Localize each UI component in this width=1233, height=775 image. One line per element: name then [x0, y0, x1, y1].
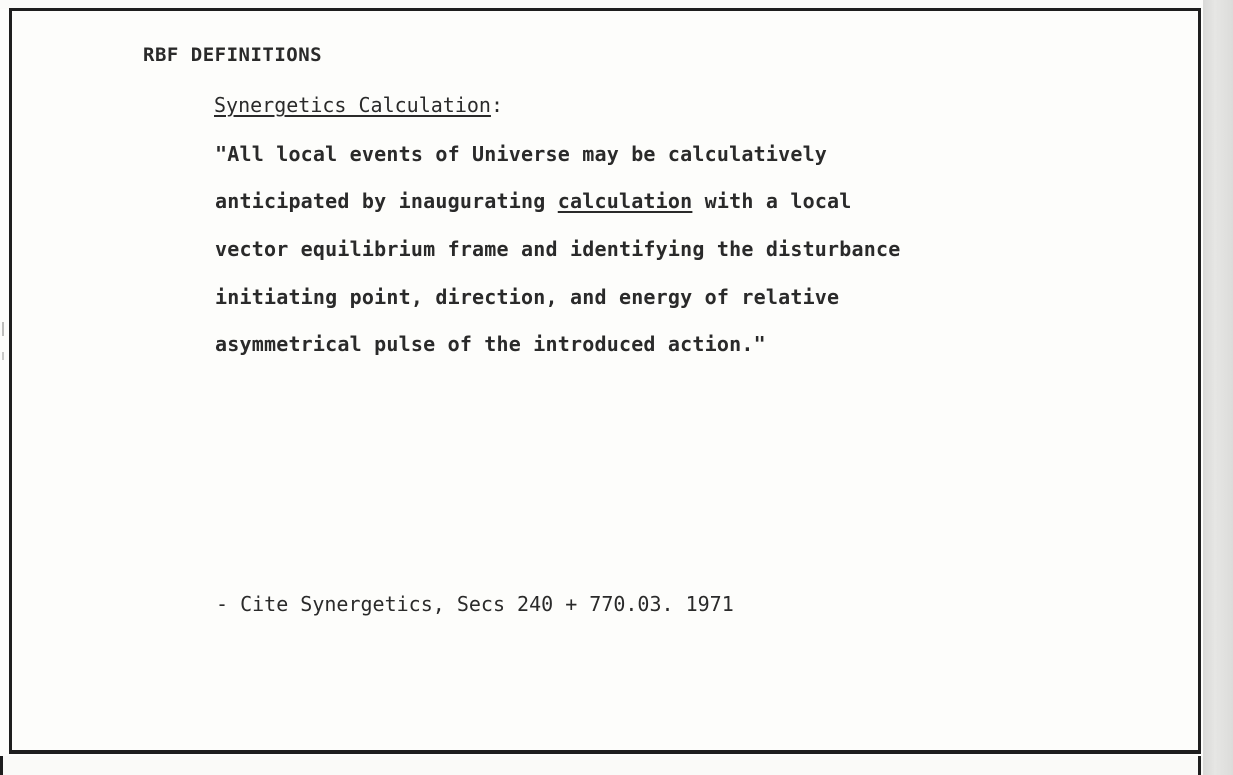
- term-label: Synergetics Calculation: [214, 93, 491, 117]
- citation: - Cite Synergetics, Secs 240 + 770.03. 1971: [216, 592, 734, 616]
- scan-speck: [2, 352, 4, 360]
- definition-line-2-start: anticipated by inaugurating: [215, 189, 558, 213]
- definition-line-2: [215, 189, 852, 213]
- definition-line-3: vector equilibrium frame and identifying the disturbance: [215, 237, 901, 261]
- definition-term: [214, 93, 503, 117]
- definition-underlined-word: calculation: [557, 189, 693, 213]
- definition-line-5: asymmetrical pulse of the introduced action.": [215, 332, 766, 356]
- card-heading: RBF DEFINITIONS: [143, 44, 323, 66]
- definition-line-2-end: with a local: [692, 189, 852, 213]
- definition-line-1: "All local events of Universe may be calculatively: [215, 142, 828, 166]
- next-card-edge: [0, 756, 1203, 775]
- term-colon: :: [490, 93, 503, 117]
- scan-speck: [2, 322, 4, 336]
- definition-line-4: initiating point, direction, and energy of relative: [215, 285, 840, 309]
- index-card-frame: [9, 8, 1201, 754]
- next-card-edge-right: [1198, 756, 1201, 775]
- scan-right-margin: [1203, 0, 1233, 775]
